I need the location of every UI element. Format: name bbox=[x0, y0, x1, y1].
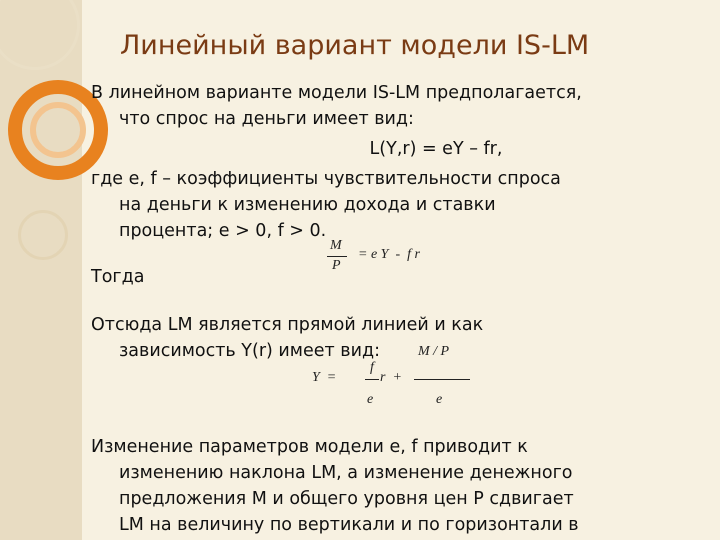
eq2-r: r + bbox=[380, 370, 402, 385]
text-line: процента; e > 0, f > 0. bbox=[119, 221, 327, 241]
text-line: Изменение параметров модели e, f приводит к bbox=[91, 437, 528, 457]
eq1-rhs: = e Y - f r bbox=[358, 247, 420, 262]
eq2-lhs: Y = bbox=[312, 370, 337, 385]
slide-body bbox=[91, 80, 711, 538]
eq1-fraction-line bbox=[327, 256, 347, 257]
text-line: LM на величину по вертикали и по горизонтали в bbox=[119, 515, 579, 535]
text-line: предложения M и общего уровня цен P сдвигает bbox=[119, 489, 574, 509]
decor-inner-ring-icon bbox=[30, 102, 86, 158]
eq2-f2-line bbox=[414, 379, 470, 380]
slide-title: Линейный вариант модели IS-LM bbox=[120, 30, 590, 61]
text-line: Отсюда LM является прямой линией и как bbox=[91, 315, 484, 335]
text-line: где e, f – коэффициенты чувствительности спроса bbox=[91, 169, 561, 189]
text-line: что спрос на деньги имеет вид: bbox=[119, 109, 414, 129]
eq2-f1-line bbox=[365, 379, 379, 380]
eq2-f2-numerator: M / P bbox=[418, 344, 450, 359]
text-line: В линейном варианте модели IS-LM предполагается, bbox=[91, 83, 582, 103]
eq1-numerator: M bbox=[330, 238, 342, 253]
eq2-f1-numerator: f bbox=[370, 360, 374, 375]
text-line: на деньги к изменению дохода и ставки bbox=[119, 195, 496, 215]
eq2-f1-denominator: e bbox=[367, 392, 374, 407]
text-then: Тогда bbox=[91, 267, 145, 287]
decor-small-ring-icon bbox=[18, 210, 68, 260]
text-line: зависимость Y(r) имеет вид: bbox=[119, 341, 380, 361]
formula-demand: L(Y,r) = eY – fr, bbox=[369, 139, 503, 159]
eq2-f2-denominator: e bbox=[436, 392, 443, 407]
text-line: изменению наклона LM, а изменение денежного bbox=[119, 463, 573, 483]
eq1-denominator: P bbox=[332, 258, 341, 273]
